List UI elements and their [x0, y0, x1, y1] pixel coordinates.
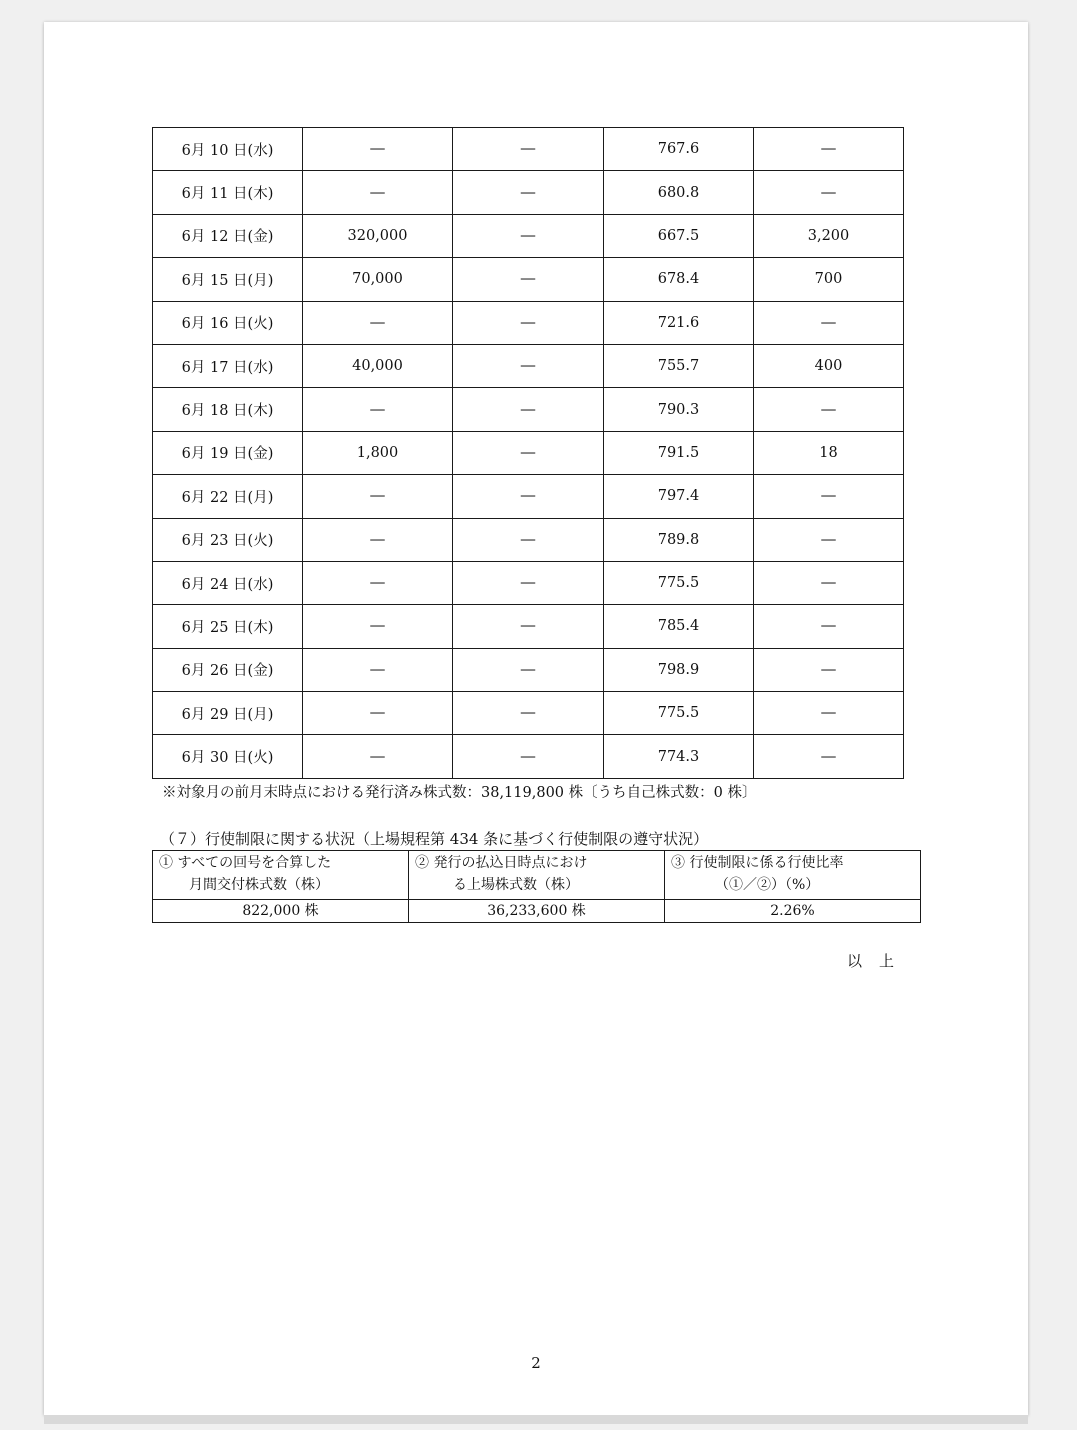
ratio-cell: ―	[453, 388, 604, 431]
exercised-shares-cell: ―	[303, 735, 453, 778]
ratio-cell: ―	[453, 475, 604, 518]
date-cell: 6月 18 日(木)	[153, 388, 303, 431]
date-cell: 6月 15 日(月)	[153, 258, 303, 301]
price-cell: 667.5	[604, 214, 754, 257]
limit-header-exercise-ratio: ③ 行使制限に係る行使比率 （①／②）（%）	[665, 851, 921, 900]
date-cell: 6月 22 日(月)	[153, 475, 303, 518]
date-cell: 6月 26 日(金)	[153, 648, 303, 691]
price-cell: 791.5	[604, 431, 754, 474]
units-cell: ―	[754, 518, 904, 561]
document-page	[44, 22, 1028, 1415]
exercised-shares-cell: ―	[303, 648, 453, 691]
monthly-shares-value: 822,000 株	[153, 900, 409, 923]
ratio-cell: ―	[453, 561, 604, 604]
limit-header-monthly-shares: ① すべての回号を合算した 月間交付株式数（株）	[153, 851, 409, 900]
section-7-title: （７）行使制限に関する状況（上場規程第 434 条に基づく行使制限の遵守状況）	[160, 830, 709, 848]
price-cell: 798.9	[604, 648, 754, 691]
price-cell: 680.8	[604, 171, 754, 214]
ratio-cell: ―	[453, 605, 604, 648]
table-row	[153, 214, 904, 257]
exercised-shares-cell: ―	[303, 692, 453, 735]
units-cell: ―	[754, 561, 904, 604]
limit-table-value-row	[153, 900, 921, 923]
ratio-cell: ―	[453, 518, 604, 561]
table-row	[153, 692, 904, 735]
table-row	[153, 605, 904, 648]
daily-table-body	[153, 128, 904, 779]
units-cell: ―	[754, 735, 904, 778]
date-cell: 6月 17 日(水)	[153, 344, 303, 387]
table-row	[153, 475, 904, 518]
date-cell: 6月 29 日(月)	[153, 692, 303, 735]
ratio-cell: ―	[453, 431, 604, 474]
units-cell: 400	[754, 344, 904, 387]
exercised-shares-cell: ―	[303, 475, 453, 518]
units-cell: ―	[754, 301, 904, 344]
ratio-cell: ―	[453, 258, 604, 301]
exercised-shares-cell: ―	[303, 388, 453, 431]
date-cell: 6月 25 日(木)	[153, 605, 303, 648]
units-cell: ―	[754, 388, 904, 431]
table-row	[153, 171, 904, 214]
table-row	[153, 518, 904, 561]
date-cell: 6月 16 日(火)	[153, 301, 303, 344]
issued-shares-note: ※対象月の前月末時点における発行済み株式数：38,119,800 株〔うち自己株式数：0 株〕	[162, 785, 757, 801]
price-cell: 775.5	[604, 561, 754, 604]
limit-header-listed-shares: ② 発行の払込日時点におけ る上場株式数（株）	[409, 851, 665, 900]
ratio-cell: ―	[453, 301, 604, 344]
listed-shares-value: 36,233,600 株	[409, 900, 665, 923]
units-cell: ―	[754, 475, 904, 518]
table-row	[153, 388, 904, 431]
units-cell: ―	[754, 648, 904, 691]
exercise-limit-table	[152, 850, 921, 923]
date-cell: 6月 24 日(水)	[153, 561, 303, 604]
price-cell: 785.4	[604, 605, 754, 648]
price-cell: 755.7	[604, 344, 754, 387]
price-cell: 775.5	[604, 692, 754, 735]
units-cell: 3,200	[754, 214, 904, 257]
table-row	[153, 344, 904, 387]
date-cell: 6月 30 日(火)	[153, 735, 303, 778]
table-row	[153, 735, 904, 778]
price-cell: 721.6	[604, 301, 754, 344]
date-cell: 6月 12 日(金)	[153, 214, 303, 257]
exercised-shares-cell: ―	[303, 171, 453, 214]
price-cell: 790.3	[604, 388, 754, 431]
date-cell: 6月 10 日(水)	[153, 128, 303, 171]
table-row	[153, 258, 904, 301]
price-cell: 678.4	[604, 258, 754, 301]
exercised-shares-cell: ―	[303, 128, 453, 171]
units-cell: 18	[754, 431, 904, 474]
ratio-cell: ―	[453, 692, 604, 735]
exercised-shares-cell: ―	[303, 301, 453, 344]
price-cell: 767.6	[604, 128, 754, 171]
exercise-ratio-value: 2.26%	[665, 900, 921, 923]
units-cell: ―	[754, 605, 904, 648]
ratio-cell: ―	[453, 344, 604, 387]
exercised-shares-cell: ―	[303, 605, 453, 648]
exercised-shares-cell: 320,000	[303, 214, 453, 257]
table-row	[153, 561, 904, 604]
table-row	[153, 128, 904, 171]
units-cell: ―	[754, 128, 904, 171]
exercised-shares-cell: 1,800	[303, 431, 453, 474]
table-row	[153, 431, 904, 474]
daily-exercise-table	[152, 127, 904, 779]
limit-table-header-row	[153, 851, 921, 900]
ratio-cell: ―	[453, 648, 604, 691]
ratio-cell: ―	[453, 128, 604, 171]
units-cell: 700	[754, 258, 904, 301]
units-cell: ―	[754, 692, 904, 735]
date-cell: 6月 23 日(火)	[153, 518, 303, 561]
page-number: 2	[531, 1354, 541, 1372]
date-cell: 6月 11 日(木)	[153, 171, 303, 214]
price-cell: 774.3	[604, 735, 754, 778]
date-cell: 6月 19 日(金)	[153, 431, 303, 474]
table-row	[153, 648, 904, 691]
page-shadow-bar	[44, 1415, 1028, 1424]
exercised-shares-cell: ―	[303, 561, 453, 604]
exercised-shares-cell: 40,000	[303, 344, 453, 387]
ratio-cell: ―	[453, 735, 604, 778]
table-row	[153, 301, 904, 344]
units-cell: ―	[754, 171, 904, 214]
ratio-cell: ―	[453, 214, 604, 257]
price-cell: 797.4	[604, 475, 754, 518]
ratio-cell: ―	[453, 171, 604, 214]
exercised-shares-cell: ―	[303, 518, 453, 561]
closing-mark: 以上	[847, 952, 912, 970]
exercised-shares-cell: 70,000	[303, 258, 453, 301]
price-cell: 789.8	[604, 518, 754, 561]
